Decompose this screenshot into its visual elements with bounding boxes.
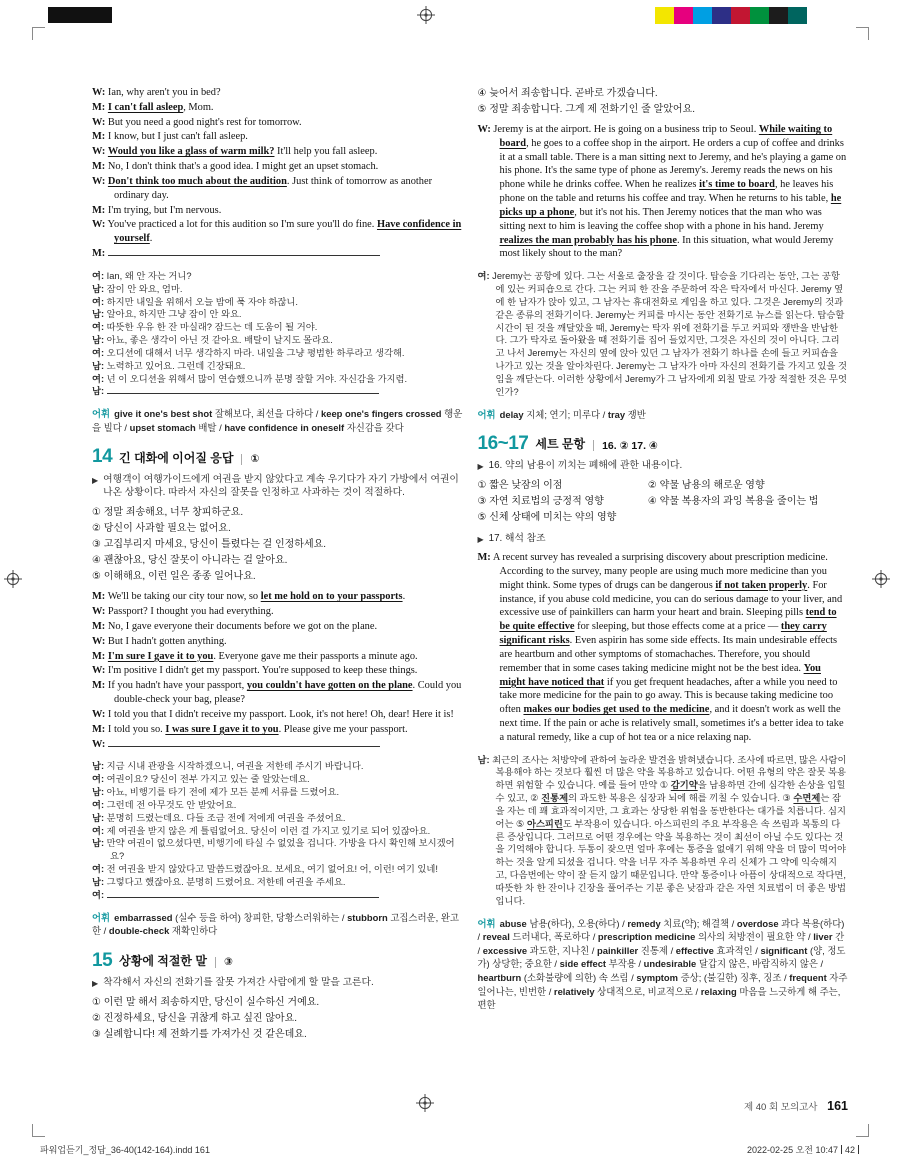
answer-choice: ① 이런 말 해서 죄송하지만, 당신이 실수하신 거예요. — [92, 996, 320, 1008]
dialogue-line: M: I know, but I just can't fall asleep. — [92, 131, 248, 143]
speaker-label: 여: — [92, 825, 105, 836]
speaker-label: 여: — [92, 347, 105, 358]
answer-choice: ⑤ 정말 죄송합니다. 그게 제 전화기인 줄 알았어요. — [477, 104, 696, 115]
dialogue-line — [92, 889, 463, 902]
q13-vocab — [92, 407, 463, 434]
speaker-label: 여: — [92, 799, 105, 810]
color-swatch — [769, 7, 788, 24]
trim-tick — [841, 1145, 842, 1154]
dialogue-line: 남: 노력하고 있어요. 그런데 긴장돼요. — [92, 360, 246, 371]
speaker-label: W: — [92, 146, 106, 158]
answer-choice: ① 짧은 낮잠의 이점 — [477, 480, 563, 492]
q16-17-number: 16~17 — [477, 433, 529, 455]
q14-dialogue-en — [92, 590, 463, 751]
vocab-label: 어휘 — [477, 408, 496, 420]
dialogue-line: W: Don't think too much about the audition. Just think of tomorrow as another ordinary day. — [92, 175, 433, 201]
q15-choices-right — [478, 86, 849, 117]
dialogue-line: 여: 여권이요? 당신이 전부 가지고 있는 줄 알았는데요. — [92, 774, 310, 785]
header-divider — [215, 957, 216, 968]
vocab-label: 어휘 — [92, 911, 111, 923]
header-divider — [241, 454, 242, 465]
q16-17-vocab-text: abuse 남용(하다), 오용(하다) / remedy 치료(약); 해결책 / overdose 과다 복용(하다) / reveal 드러내다, 폭로하다 / prescription medicine 의사의 처방전이 필요한 약 / liver 간 / excessive 과도한, 지나친 / painkiller 진통제 / effective 효과적인 / significant (양, 정도가) 상당한; 중요한 / side effect 부작용 / undesirable 달갑지 않은, 바람직하지 않은 / heartburn (소화불량에 의한) 속 쓰림 / symptom 증상; (불길한) 징후, 징조 / frequent 자주 일어나는, 빈번한 / relatively 상대적으로, 비교적으로 / relaxing 마음을 느긋하게 해 주는, 편한 — [477, 917, 848, 1011]
q14-title: 긴 대화에 이어질 응답 — [119, 450, 234, 465]
dialogue-line: W: But I hadn't gotten anything. — [92, 635, 227, 647]
dialogue-line: M: We'll be taking our city tour now, so let me hold on to your passports. — [92, 591, 406, 603]
q14-vocab — [92, 911, 463, 938]
speaker-label: 남: — [92, 787, 105, 798]
q15-vocab — [478, 408, 849, 422]
q14-explanation-text: 여행객이 여행가이드에게 여권을 받지 않았다고 계속 우기다가 자기 가방에서 여권이 나온 상황이다. 따라서 자신의 잘못을 인정하고 사과하는 것이 적절하다. — [103, 473, 459, 499]
vocab-label: 어휘 — [92, 408, 111, 420]
dialogue-line: M: A recent survey has revealed a surprising discovery about prescription medicine. According to the survey, many people are using much more medicine than you might think. Some types of drugs can be dangerous if not taken properly. For instance, if you abuse cold medicine, you can do serious damage to your liver, and excessive use of painkillers can harm your heart and brain. Sleeping pills tend to be quite effective for sleeping, but those effects come at a price — they carry significant risks. Even aspirin has some side effects. Its main undesirable effects are heartburn and other symptoms of stomachaches. Therefore, you should remember that in some cases taking medicine might not be the best idea. You might have noticed that if you get frequent headaches, after a while you need to take more medicine for the pain to go away. This is because taking medicine too often makes our bodies get used to the medicine, and it doesn't work as well the next time. If the pain or ache is relatively small, sometimes it's a better idea to take a natural remedy, like a cup of hot tea or a nice relaxing nap. — [477, 552, 844, 743]
arrow-marker-icon: ▶ — [92, 978, 99, 988]
q16-17-answer-badge: 16. ② 17. ④ — [602, 439, 658, 452]
q14-dialogue-ko — [92, 760, 463, 901]
q13-dialogue-en — [92, 86, 463, 261]
speaker-label: W: — [92, 635, 106, 647]
color-swatch — [750, 7, 769, 24]
answer-choice: ④ 괜찮아요, 당신 잘못이 아니라는 걸 알아요. — [92, 555, 288, 567]
arrow-marker-icon: ▶ — [477, 535, 484, 545]
registration-mark-top — [417, 6, 435, 24]
header-divider — [593, 440, 594, 451]
speaker-label: 남: — [92, 335, 105, 346]
crop-mark — [856, 1124, 869, 1137]
q16-17-monologue-ko — [478, 754, 849, 908]
answer-choice: ⑤ 신체 상태에 미치는 약의 영향 — [477, 512, 617, 524]
speaker-label: M: — [477, 552, 491, 564]
dialogue-line: 남: 분명히 드렸는데요. 다들 조금 전에 저에게 여권을 주셨어요. — [92, 812, 346, 823]
speaker-label: M: — [92, 248, 106, 260]
speaker-label: W: — [92, 219, 106, 231]
q14-choices — [92, 505, 463, 584]
speaker-label: W: — [92, 665, 106, 677]
dialogue-line: M: I can't fall asleep, Mom. — [92, 101, 214, 113]
q15-number: 15 — [92, 949, 113, 971]
q16-explanation-text: 16. 약의 남용이 끼치는 폐해에 관한 내용이다. — [488, 460, 683, 472]
answer-choice: ③ 고집부리지 마세요, 당신이 틀렸다는 걸 인정하세요. — [92, 539, 327, 551]
dialogue-line: 남: 지금 시내 관광을 시작하겠으니, 여권을 저한테 주시기 바랍니다. — [92, 761, 364, 772]
speaker-label: W: — [92, 708, 106, 720]
registration-mark-left — [4, 570, 22, 588]
blank-answer-line — [108, 739, 380, 747]
speaker-label: W: — [92, 116, 106, 128]
exam-set-label: 제 40 회 모의고사 — [743, 1102, 818, 1113]
q16-choices — [478, 478, 849, 526]
speaker-label: M: — [92, 620, 106, 632]
q16-17-vocab — [478, 917, 849, 1012]
dialogue-line — [92, 385, 463, 398]
q14-number: 14 — [92, 446, 113, 468]
q15-vocab-text: delay 지체; 연기; 미루다 / tray 쟁반 — [499, 408, 646, 420]
speaker-label: 여: — [92, 774, 105, 785]
dialogue-line: W: Ian, why aren't you in bed? — [92, 87, 221, 98]
blank-answer-line — [108, 248, 380, 256]
dialogue-line: W: Jeremy is at the airport. He is going on a business trip to Seoul. While waiting to board, he goes to a coffee shop in the airport. He orders a cup of coffee and drinks it at a small table. There is a man sitting next to Jeremy, and he's playing a game on his phone. It's the same type of phone as Jeremy's. Jeremy reads the news on his phone while he drinks coffee. When he realizes it's time to board, he leaves his phone on the table and returns his coffee and tray. When he returns to his table, he picks up a phone, but it's not his. Then Jeremy notices that the man who was sitting next to him is leaving the coffee shop with a phone in his hand. Jeremy realizes the man probably has his phone. In this situation, what would Jeremy most likely shout to the man? — [477, 124, 847, 260]
dialogue-line: W: You've practiced a lot for this audition so I'm sure you'll do fine. Have confidence in yourself. — [92, 219, 462, 245]
dialogue-line: M: No, I gave everyone their documents before we got on the plane. — [92, 620, 378, 632]
dialogue-line — [92, 738, 463, 752]
speaker-label: 남: — [92, 360, 105, 371]
dialogue-line: W: I'm positive I didn't get my passport. You're supposed to keep these things. — [92, 665, 418, 677]
speaker-label: M: — [92, 131, 106, 143]
dialogue-line: 여: Jeremy는 공항에 있다. 그는 서울로 출장을 갈 것이다. 탑승을 기다리는 동안, 그는 공항에 있는 커피숍으로 간다. 그는 커피 한 잔을 주문하여 작은 탁자에서 마신다. Jeremy 옆에 한 남자가 앉아 있고, 그 남자는 휴대전화로 게임을 하고 있다. 그것은 Jeremy의 것과 같은 종류의 전화기이다. Jeremy는 커피를 마시는 동안 전화기로 뉴스를 읽는다. 탑승할 시간이 된 것을 깨달았을 때, Jeremy는 탁자 위에 전화기를 두고 커피와 쟁반을 반납한다. 그가 탁자로 돌아왔을 때 전화기를 집어 들었지만, 그것은 자신의 것이 아니다. 그리고 나서 Jeremy는 자신의 옆에 앉아 있던 그 남자가 전화기 하나를 손에 들고 커피숍을 나가고 있는 것을 알아차린다. Jeremy는 그 남자가 아마 자신의 전화기를 가지고 있을 것임을 깨닫는다. 이러한 상황에서 Jeremy가 그 남자에게 외칠 말로 가장 적절한 것은 무엇인가? — [477, 271, 847, 397]
crop-mark — [32, 27, 45, 40]
dialogue-line: 남: 그렇다고 했잖아요. 분명히 드렸어요. 저한테 여권을 주세요. — [92, 876, 346, 887]
arrow-marker-icon: ▶ — [477, 462, 484, 472]
dialogue-line: 남: 잠이 안 와요, 엄마. — [92, 283, 183, 294]
color-swatch — [731, 7, 750, 24]
speaker-label: W: — [477, 124, 491, 135]
speaker-label: M: — [92, 650, 106, 662]
ink-density-bar — [48, 7, 112, 23]
dialogue-line: W: I told you that I didn't receive my passport. Look, it's not here! Oh, dear! Here it is! — [92, 708, 454, 720]
q17-explanation-text: 17. 해석 참조 — [488, 533, 546, 545]
dialogue-line: 여: 전 여권을 받지 않았다고 말씀드렸잖아요. 보세요, 여기 없어요! 어, 이런! 여기 있네! — [92, 864, 438, 875]
q14-explanation — [92, 473, 463, 501]
dialogue-line: 남: 최근의 조사는 처방약에 관하여 놀라운 발견을 밝혀냈습니다. 조사에 따르면, 많은 사람이 복용해야 하는 것보다 훨씬 더 많은 약을 복용하고 있습니다. 어떤 유형의 약은 잘못 복용하면 위험할 수 있습니다. 예를 들어 만약 ① 감기약을 남용하면 간에 심각한 손상을 입힐 수 있고, ② 진통제의 과도한 복용은 심장과 뇌에 해를 끼칠 수 있습니다. ③ 수면제는 잠을 자는 데 꽤 효과적이지만, 그 효과는 상당한 위험을 동반한다는 대가를 치릅니다. 심지어는 ⑤ 아스피린도 부작용이 있습니다. 아스피린의 주요 부작용은 속 쓰림과 복통의 다른 증상입니다. 그러므로 어떤 경우에는 약을 복용하는 것이 최선이 아닐 수도 있다는 것을 기억해야 합니다. 두통이 잦으면 얼마 후에는 통증을 없애기 위해 약을 더 많이 먹어야 하는 것을 알게 되셨을 겁니다. 약을 너무 자주 복용하면 우리 신체가 그 약에 익숙해지고, 다음번에는 약이 잘 듣지 않기 때문입니다. 만약 통증이나 아픔이 상대적으로 작다면, 따뜻한 차 한 잔이나 긴장을 풀어주는 기분 좋은 낮잠과 같은 자연 치료법이 더 좋은 방법입니다. — [477, 754, 847, 906]
dialogue-line: M: If you hadn't have your passport, you couldn't have gotten on the plane. Could you double-check your bag, please? — [92, 680, 462, 706]
right-column — [478, 86, 849, 1048]
q16-17-monologue-en — [478, 551, 849, 745]
q14-header — [92, 448, 463, 466]
page-footer — [744, 1099, 848, 1113]
q16-explanation — [478, 459, 849, 473]
left-column — [92, 86, 463, 1048]
dialogue-line: M: I told you so. I was sure I gave it to you. Please give me your passport. — [92, 723, 408, 735]
speaker-label: 여: — [92, 270, 105, 281]
print-date: 2022-02-25 오전 10:47 — [747, 1145, 838, 1155]
print-color-bar — [655, 7, 807, 24]
speaker-label: M: — [92, 101, 106, 113]
q16-17-title: 세트 문항 — [535, 437, 586, 452]
dialogue-line: W: But you need a good night's rest for tomorrow. — [92, 116, 302, 128]
speaker-label: 여: — [92, 322, 105, 333]
dialogue-line: 여: 하지만 내일을 위해서 오늘 밤에 푹 자야 하잖니. — [92, 296, 298, 307]
q15-title: 상황에 적절한 말 — [119, 953, 207, 968]
dialogue-line: W: Would you like a glass of warm milk? It'll help you fall asleep. — [92, 146, 378, 158]
dialogue-line: 남: 아뇨, 좋은 생각이 아닌 것 같아요. 배탈이 날지도 몰라요. — [92, 335, 333, 346]
dialogue-line: 여: 오디션에 대해서 너무 생각하지 마라. 내일을 그냥 평범한 하루라고 생각해. — [92, 347, 405, 358]
dialogue-line: M: No, I don't think that's a good idea. I might get an upset stomach. — [92, 161, 379, 173]
speaker-label: 남: — [92, 876, 105, 887]
dialogue-line: 여: 제 여권을 받지 않은 게 틀림없어요. 당신이 이런 걸 가지고 있기로 되어 있잖아요. — [92, 825, 431, 836]
print-file-info: 파워업듣기_정답_36-40(142-164).indd 161 — [40, 1145, 210, 1155]
speaker-label: 남: — [92, 761, 105, 772]
dialogue-line: 여: 따뜻한 우유 한 잔 마실래? 잠드는 데 도움이 될 거야. — [92, 322, 318, 333]
print-seconds: 42 — [844, 1145, 855, 1155]
q15-explanation-text: 착각해서 자신의 전화기를 잘못 가져간 사람에게 할 말을 고른다. — [103, 976, 374, 988]
arrow-marker-icon: ▶ — [92, 475, 99, 485]
crop-mark — [32, 1124, 45, 1137]
q17-explanation — [478, 532, 849, 546]
q13-vocab-text: give it one's best shot 잘해보다, 최선을 다하다 / keep one's fingers crossed 행운을 빌다 / upset stomach 배탈 / have confidence in oneself 자신감을 갖다 — [92, 408, 463, 433]
speaker-label: M: — [92, 591, 106, 603]
dialogue-line: 여: 그런데 전 아무것도 안 받았어요. — [92, 799, 237, 810]
speaker-label: 남: — [92, 283, 105, 294]
answer-choice: ④ 늦어서 죄송합니다. 곧바로 가겠습니다. — [477, 88, 658, 99]
dialogue-line: 남: 알아요, 하지만 그냥 잠이 안 와요. — [92, 309, 242, 320]
speaker-label: 남: — [92, 386, 105, 397]
q14-vocab-text: embarrassed (실수 등을 하여) 창피한, 당황스러워하는 / stubborn 고집스러운, 완고한 / double-check 재확인하다 — [92, 911, 459, 937]
dialogue-line — [92, 247, 463, 261]
answer-choice: ③ 실례합니다! 제 전화기를 가져가신 것 같은데요. — [92, 1028, 307, 1040]
page-body — [92, 86, 848, 1048]
speaker-label: M: — [92, 680, 106, 692]
dialogue-line: 여: Ian, 왜 안 자는 거니? — [92, 270, 192, 281]
color-swatch — [655, 7, 674, 24]
dialogue-line: W: Passport? I thought you had everything. — [92, 606, 274, 618]
speaker-label: 여: — [92, 296, 105, 307]
answer-choice: ② 진정하세요, 당신을 귀찮게 하고 싶진 않아요. — [92, 1012, 298, 1024]
speaker-label: 여: — [92, 889, 105, 900]
q16-17-header — [478, 435, 849, 453]
trim-tick — [858, 1145, 859, 1154]
color-swatch — [674, 7, 693, 24]
blank-answer-line — [107, 891, 379, 898]
dialogue-line: 여: 넌 이 오디션을 위해서 많이 연습했으니까 분명 잘할 거야. 자신감을 가지렴. — [92, 373, 408, 384]
speaker-label: W: — [92, 606, 106, 618]
speaker-label: M: — [92, 204, 106, 216]
q13-dialogue-ko — [92, 270, 463, 398]
speaker-label: 여: — [92, 373, 105, 384]
speaker-label: 여: — [92, 864, 105, 875]
answer-choice: ④ 약물 복용자의 과잉 복용을 줄이는 법 — [647, 496, 819, 508]
speaker-label: W: — [92, 87, 106, 98]
speaker-label: M: — [92, 161, 106, 173]
speaker-label: 남: — [92, 309, 105, 320]
speaker-label: 여: — [477, 271, 490, 282]
dialogue-line: 남: 만약 여권이 없으셨다면, 비행기에 타실 수 없었을 겁니다. 가방을 다시 확인해 보시겠어요? — [92, 838, 455, 862]
vocab-label: 어휘 — [477, 917, 496, 929]
dialogue-line: 남: 아뇨, 비행기를 타기 전에 제가 모든 분께 서류를 드렸어요. — [92, 787, 340, 798]
q15-choices-left — [92, 995, 463, 1042]
dialogue-line: M: I'm trying, but I'm nervous. — [92, 204, 222, 216]
speaker-label: 남: — [92, 838, 105, 849]
q14-answer-badge: ① — [250, 453, 260, 466]
speaker-label: 남: — [477, 754, 490, 765]
dialogue-line: M: I'm sure I gave it to you. Everyone gave me their passports a minute ago. — [92, 650, 418, 662]
speaker-label: W: — [92, 738, 106, 750]
color-swatch — [712, 7, 731, 24]
page-number: 161 — [827, 1099, 848, 1113]
q15-monologue-en — [478, 123, 849, 261]
color-swatch — [788, 7, 807, 24]
answer-choice: ② 당신이 사과할 필요는 없어요. — [92, 523, 231, 535]
speaker-label: M: — [92, 723, 106, 735]
blank-answer-line — [107, 387, 379, 394]
print-timestamp — [747, 1143, 862, 1156]
answer-choice: ① 정말 죄송해요, 너무 창피하군요. — [92, 507, 244, 519]
q15-explanation — [92, 976, 463, 990]
crop-mark — [856, 27, 869, 40]
answer-choice: ② 약물 남용의 해로운 영향 — [647, 480, 765, 492]
q15-header — [92, 949, 463, 971]
speaker-label: 남: — [92, 812, 105, 823]
color-swatch — [693, 7, 712, 24]
speaker-label: W: — [92, 175, 106, 187]
registration-mark-bottom — [416, 1094, 434, 1112]
registration-mark-right — [872, 570, 890, 588]
answer-choice: ⑤ 이해해요, 이런 일은 종종 일어나요. — [92, 571, 256, 583]
q15-monologue-ko — [478, 270, 849, 398]
q15-answer-badge: ③ — [223, 956, 233, 969]
answer-choice: ③ 자연 치료법의 긍정적 영향 — [477, 496, 604, 508]
